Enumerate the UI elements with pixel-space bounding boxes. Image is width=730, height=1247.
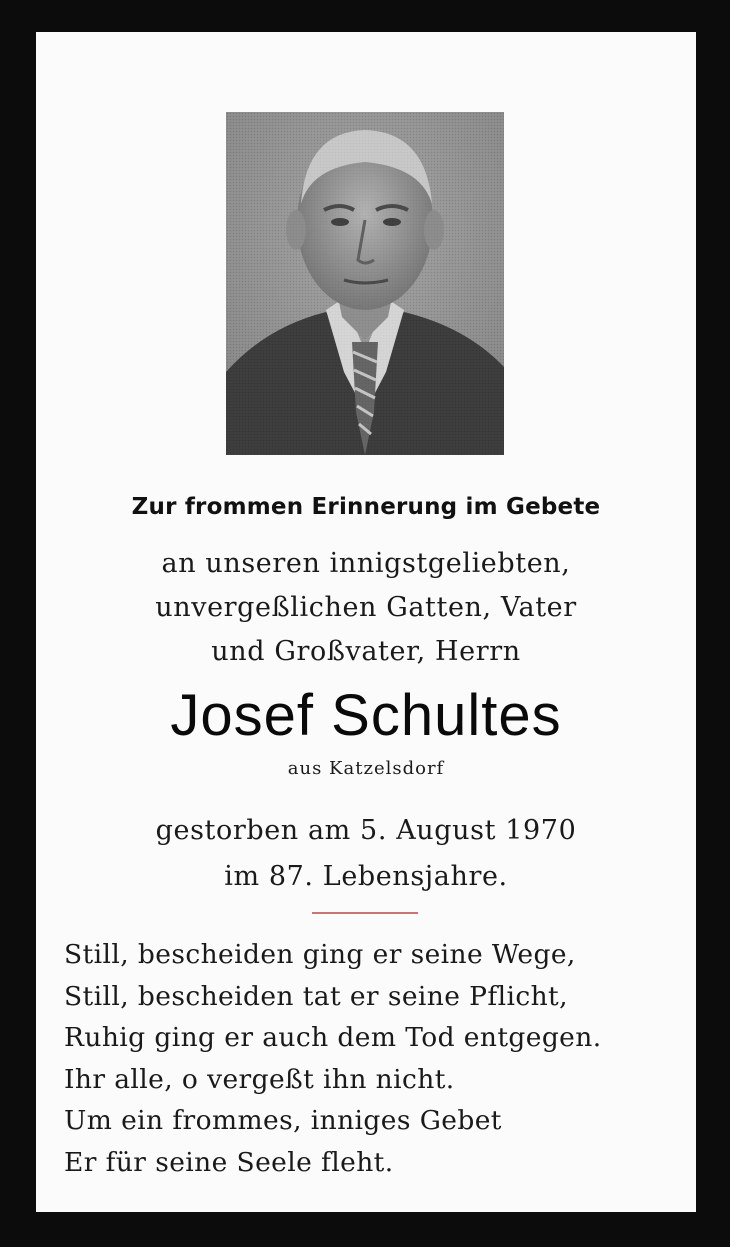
memorial-poem xyxy=(64,934,684,1183)
poem-line: Um ein frommes, inniges Gebet xyxy=(64,1105,502,1136)
poem-line: Er für seine Seele fleht. xyxy=(64,1146,394,1178)
death-line: im 87. Lebensjahre. xyxy=(224,861,508,892)
divider-line xyxy=(312,912,418,914)
card-heading: Zur frommen Erinnerung im Gebete xyxy=(131,494,601,520)
intro-line: an unseren innigstgeliebten, xyxy=(161,548,571,579)
poem-line: Ihr alle, o vergeßt ihn nicht. xyxy=(64,1063,455,1095)
poem-line: Still, bescheiden tat er seine Pflicht, xyxy=(64,980,568,1012)
poem-line: Ruhig ging er auch dem Tod entgegen. xyxy=(64,1022,602,1053)
intro-line: unvergeßlichen Gatten, Vater xyxy=(155,592,577,623)
deceased-name: Josef Schultes xyxy=(170,683,562,748)
intro-line: und Großvater, Herrn xyxy=(211,636,521,667)
origin-text: aus Katzelsdorf xyxy=(287,758,445,779)
death-info xyxy=(36,808,696,900)
poem-line: Still, bescheiden ging er seine Wege, xyxy=(64,939,576,970)
intro-text xyxy=(36,542,696,674)
portrait-photo xyxy=(226,112,504,455)
card-paper xyxy=(36,32,696,1212)
death-line: gestorben am 5. August 1970 xyxy=(155,815,577,846)
